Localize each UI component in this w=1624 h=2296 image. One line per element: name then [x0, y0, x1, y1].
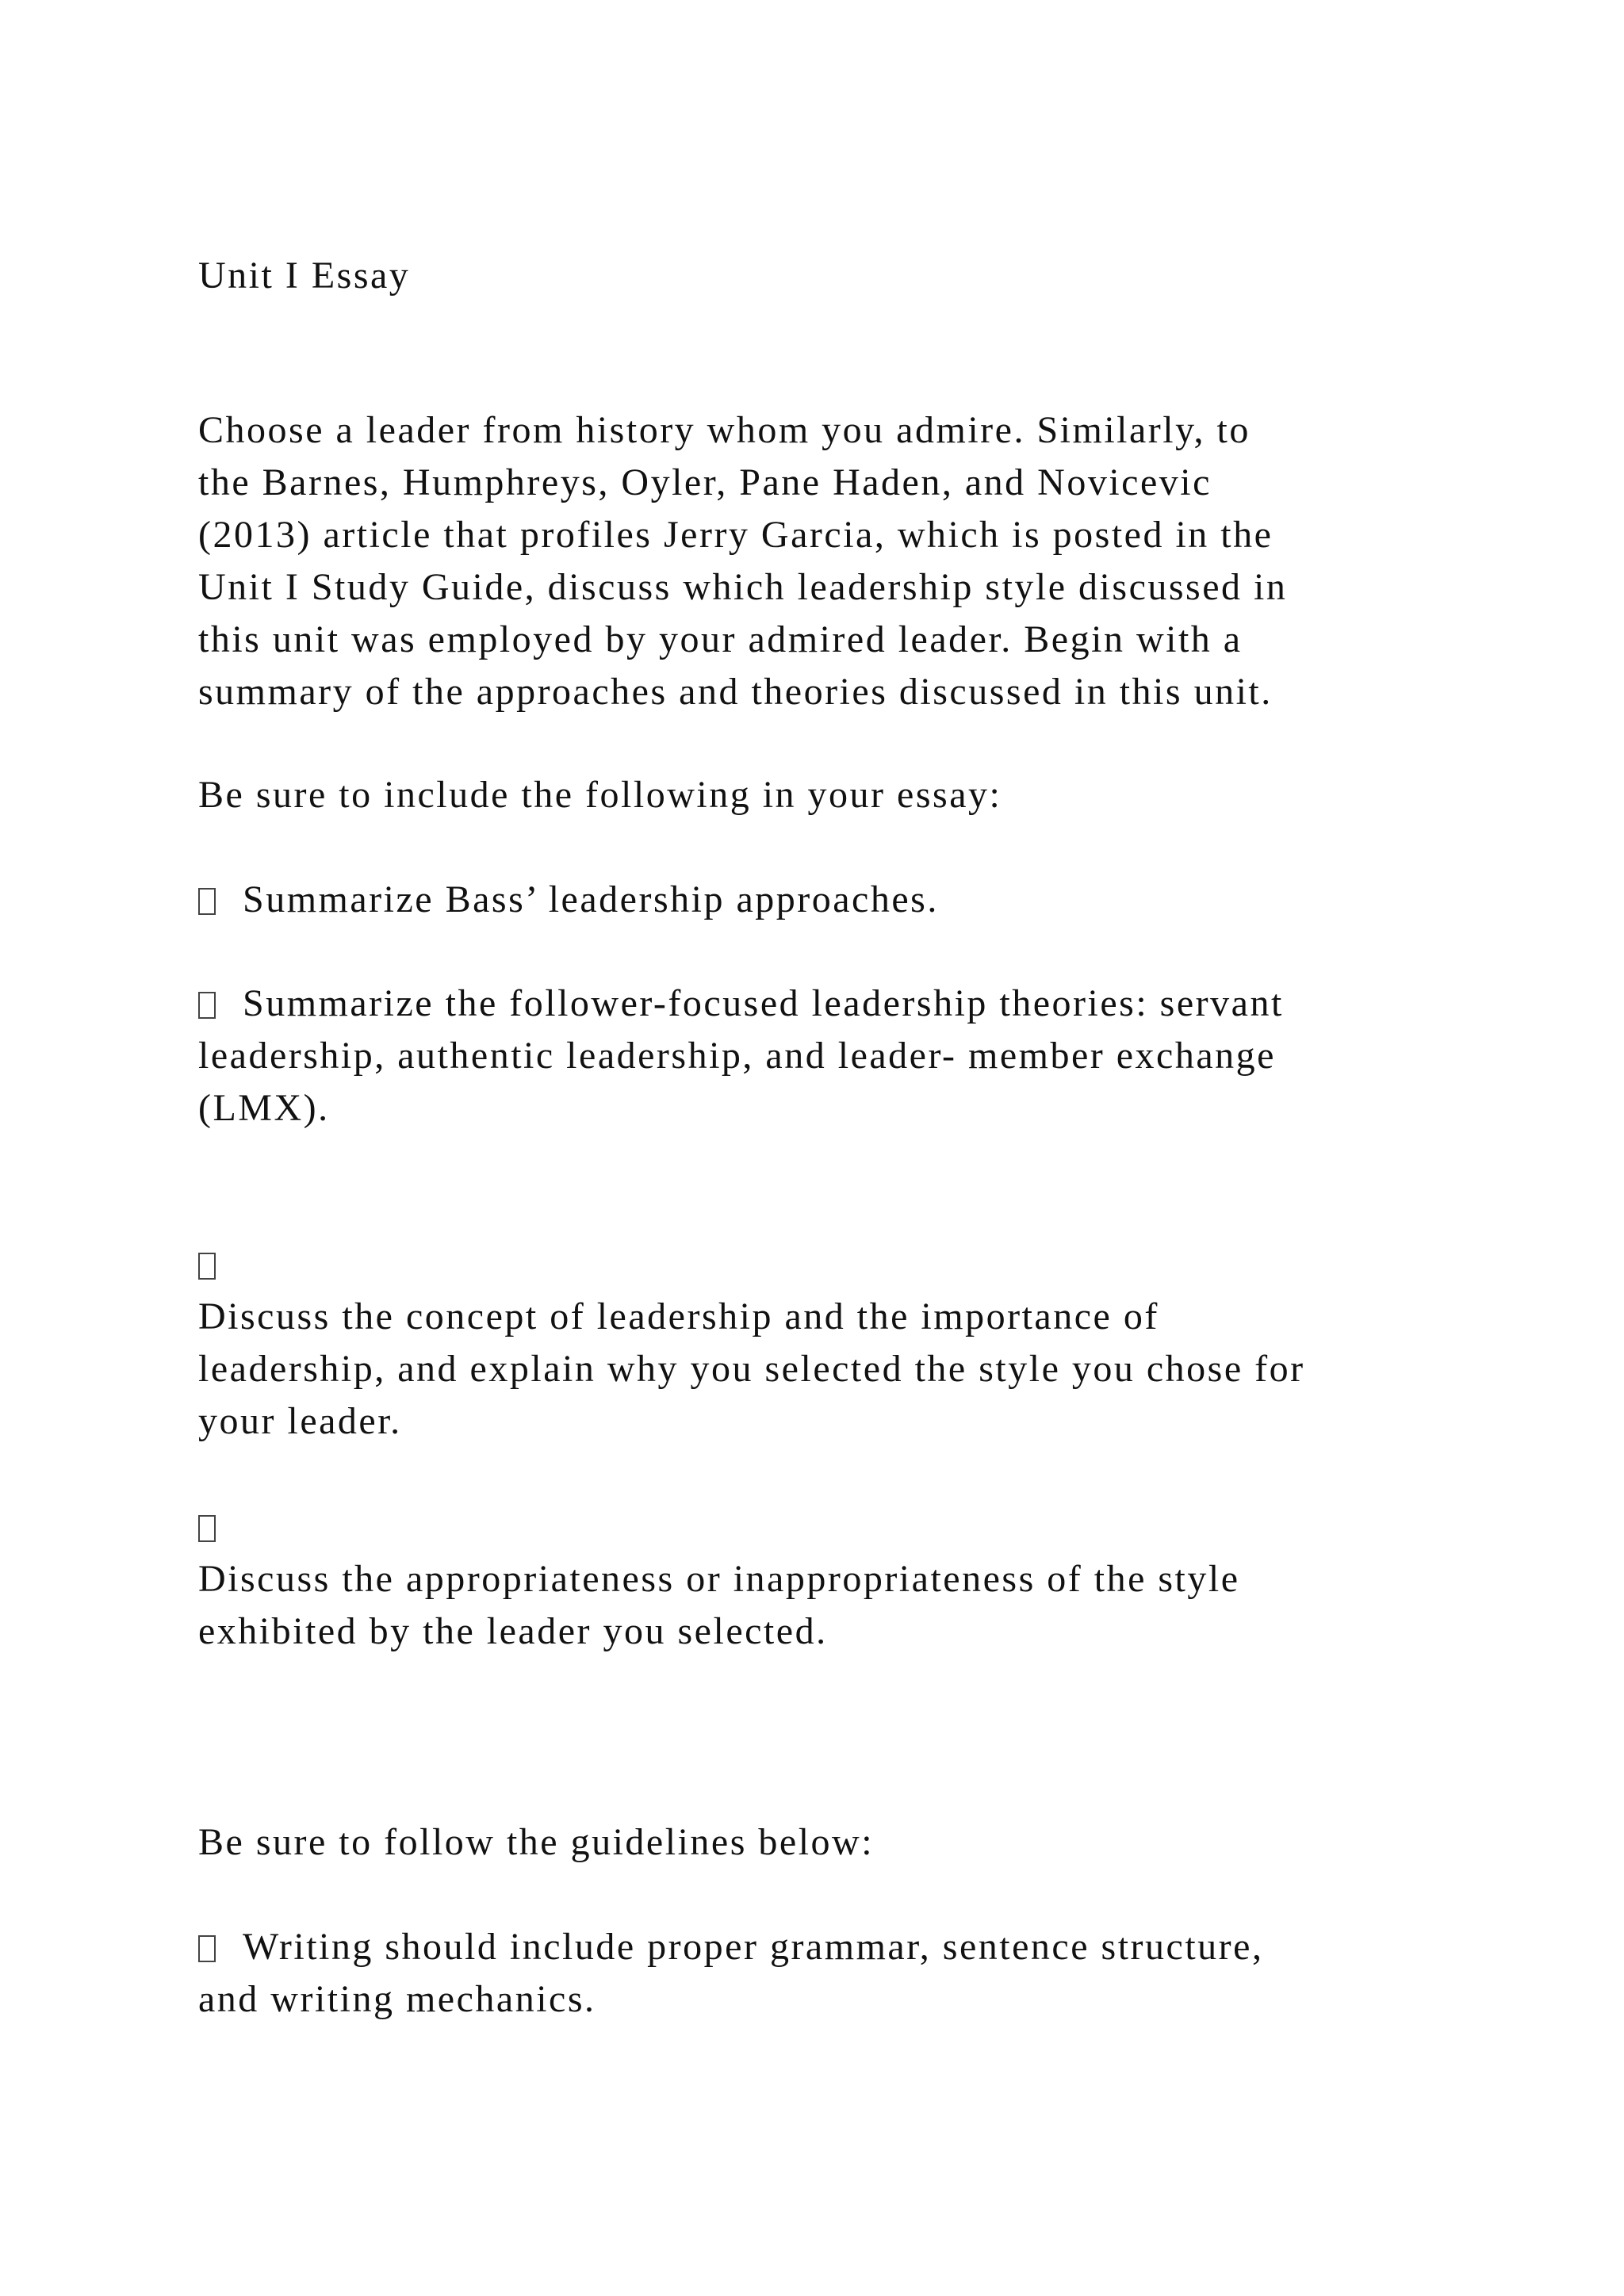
bullet-text: Summarize Bass’ leadership approaches.	[243, 878, 939, 920]
bullet-box-icon	[198, 888, 216, 915]
intro-line: Choose a leader from history whom you admire. Similarly, to	[198, 409, 1251, 451]
bullet-text: Summarize the follower-focused leadership theories: servant	[243, 982, 1284, 1024]
bullet-text: Discuss the appropriateness or inappropriateness of the style	[198, 1558, 1240, 1600]
bullet-box-icon	[198, 992, 216, 1019]
bullet-text: exhibited by the leader you selected.	[198, 1610, 828, 1652]
bullet-box-icon	[198, 1935, 216, 1962]
intro-line: summary of the approaches and theories discussed in this unit.	[198, 671, 1273, 713]
bullet-box-icon	[198, 1515, 216, 1542]
intro-line: this unit was employed by your admired leader. Begin with a	[198, 618, 1243, 660]
bullet-text: leadership, and explain why you selected the style you chose for	[198, 1348, 1305, 1390]
bullet-text: your leader.	[198, 1400, 402, 1442]
intro-paragraph	[198, 404, 1530, 718]
bullet-text: (LMX).	[198, 1087, 330, 1129]
intro-line: Unit I Study Guide, discuss which leadership style discussed in	[198, 566, 1288, 608]
intro-line: (2013) article that profiles Jerry Garcia, which is posted in the	[198, 514, 1274, 556]
guidelines-heading: Be sure to follow the guidelines below:	[198, 1821, 875, 1863]
bullet-item-appropriateness	[198, 1501, 1530, 1658]
bullet-text: Discuss the concept of leadership and the importance of	[198, 1295, 1159, 1337]
bullet-item-follower-theories	[198, 978, 1530, 1135]
bullet-text: leadership, authentic leadership, and leader- member exchange	[198, 1035, 1276, 1077]
document-title: Unit I Essay	[198, 254, 411, 297]
guideline-text: Writing should include proper grammar, sentence structure,	[243, 1926, 1264, 1968]
bullet-box-icon	[198, 1253, 216, 1280]
include-heading: Be sure to include the following in your essay:	[198, 774, 1002, 816]
guideline-text: and writing mechanics.	[198, 1978, 596, 2020]
bullet-item-concept	[198, 1238, 1530, 1448]
bullet-item-bass	[198, 874, 1530, 926]
guideline-item-writing	[198, 1921, 1530, 2026]
intro-line: the Barnes, Humphreys, Oyler, Pane Haden, and Novicevic	[198, 461, 1212, 503]
